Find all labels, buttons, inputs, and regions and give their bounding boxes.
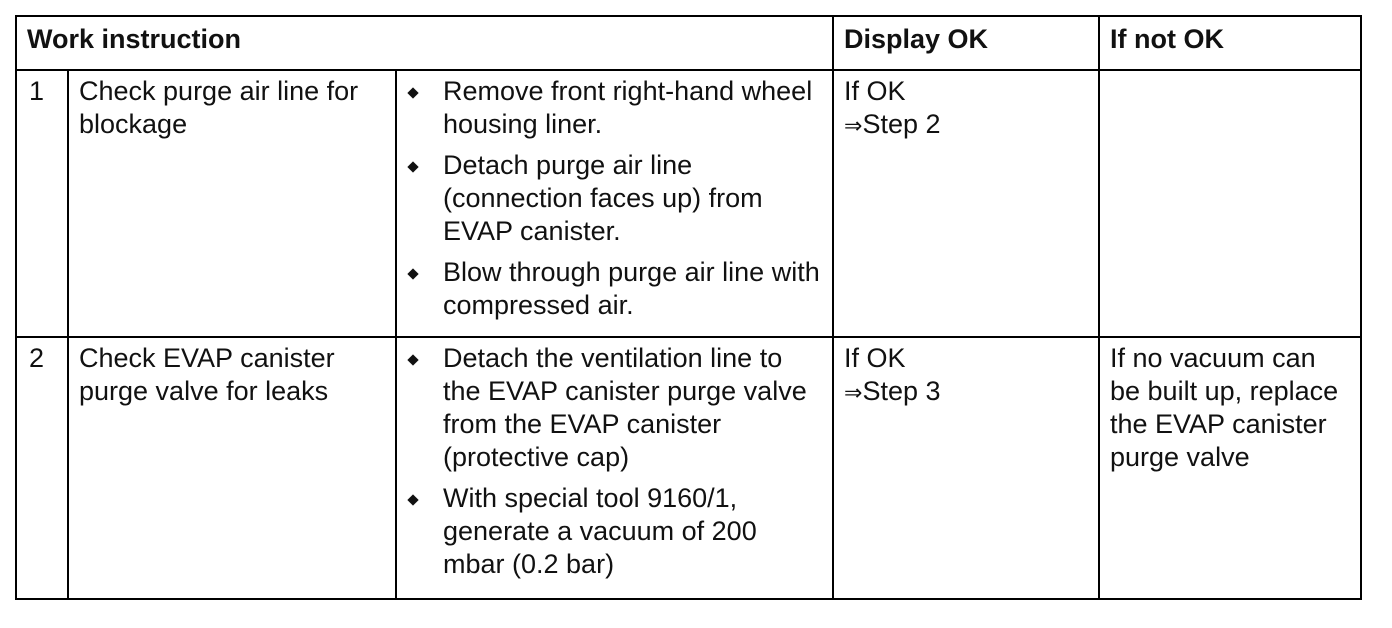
procedure-cell xyxy=(396,70,833,337)
procedure-list xyxy=(407,342,822,581)
procedure-list xyxy=(407,75,822,322)
double-arrow-icon: ⇒ xyxy=(844,381,863,406)
diamond-bullet-icon xyxy=(407,354,418,365)
display-ok-next-step: ⇒Step 2 xyxy=(844,109,941,139)
display-ok-cell xyxy=(833,337,1099,599)
if-not-ok-cell xyxy=(1099,70,1361,337)
list-item: Detach purge air line (connection faces up) from EVAP canister. xyxy=(407,149,822,248)
diamond-bullet-icon xyxy=(407,87,418,98)
table-header-row xyxy=(16,16,1361,70)
diamond-bullet-icon xyxy=(407,494,418,505)
table-row-1 xyxy=(16,70,1361,337)
list-item: Detach the ventilation line to the EVAP canister purge valve from the EVAP canister (protective cap) xyxy=(407,342,822,474)
header-work-instruction: Work instruction xyxy=(16,16,833,70)
diamond-bullet-icon xyxy=(407,268,418,279)
step-number: 1 xyxy=(16,70,68,337)
work-instruction-table xyxy=(15,15,1362,600)
header-if-not-ok: If not OK xyxy=(1099,16,1361,70)
diamond-bullet-icon xyxy=(407,161,418,172)
double-arrow-icon: ⇒ xyxy=(844,114,863,139)
header-display-ok: Display OK xyxy=(833,16,1099,70)
step-number: 2 xyxy=(16,337,68,599)
display-ok-label: If OK xyxy=(844,76,906,106)
table-row-2 xyxy=(16,337,1361,599)
display-ok-label: If OK xyxy=(844,343,906,373)
list-item: With special tool 9160/1, generate a vacuum of 200 mbar (0.2 bar) xyxy=(407,482,822,581)
check-description: Check EVAP canister purge valve for leaks xyxy=(68,337,396,599)
procedure-cell xyxy=(396,337,833,599)
display-ok-next-step: ⇒Step 3 xyxy=(844,376,941,406)
list-item: Blow through purge air line with compressed air. xyxy=(407,256,822,322)
list-item: Remove front right-hand wheel housing liner. xyxy=(407,75,822,141)
display-ok-cell xyxy=(833,70,1099,337)
if-not-ok-cell: If no vacuum can be built up, replace the EVAP canister purge valve xyxy=(1099,337,1361,599)
check-description: Check purge air line for blockage xyxy=(68,70,396,337)
